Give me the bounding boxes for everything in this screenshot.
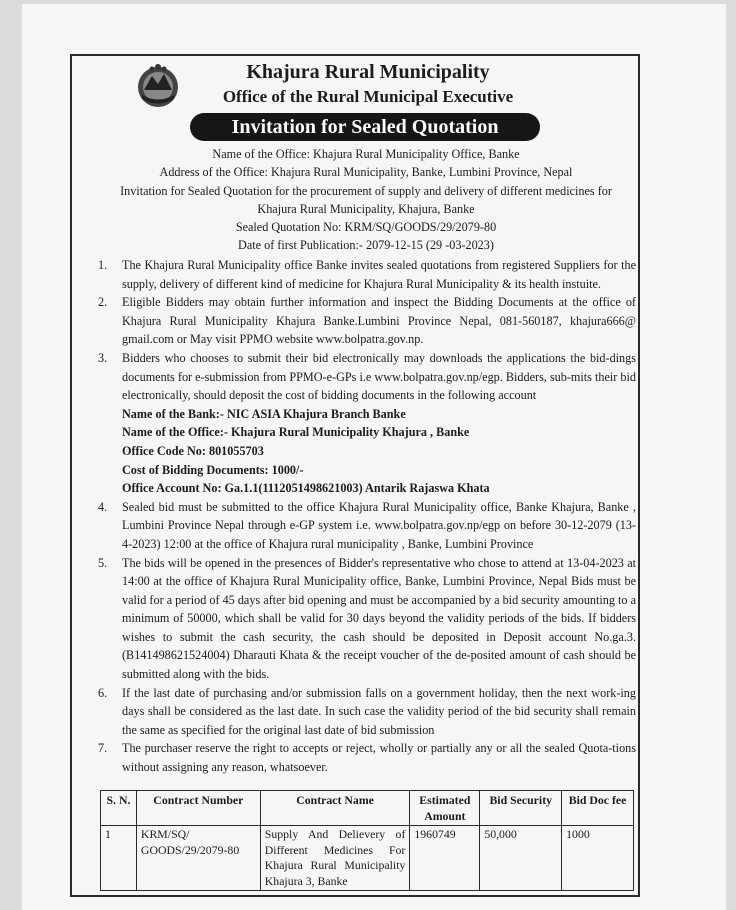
cell-contract-name: Supply And Delievery of Different Medicines For Khajura Rural Municipality Khajura 3, Banke — [260, 826, 410, 891]
office-address-line: Address of the Office: Khajura Rural Municipality, Banke, Lumbini Province, Nepal — [159, 165, 573, 180]
item-text: If the last date of purchasing and/or submission falls on a government holiday, then the next work-ing days shall be considered as the last date. In such case the validity period of the bid security shall remain the same as specified for the original last date of bid submission — [122, 685, 636, 737]
list-item — [96, 554, 636, 684]
item-text: The Khajura Rural Municipality office Banke invites sealed quotations from registered Suppliers for the supply, delivery of different kind of medicine for Khajura Rural Municipality & its health instuite. — [122, 258, 636, 291]
item-number: 4. — [98, 499, 108, 514]
column-header-estimated-amount: Estimated Amount — [410, 791, 480, 826]
column-header-bid-doc-fee: Bid Doc fee — [562, 791, 634, 826]
office-name-line: Name of the Office: Khajura Rural Municipality Office, Banke — [212, 147, 520, 161]
table-row — [101, 826, 634, 891]
notice-banner: Invitation for Sealed Quotation — [190, 113, 540, 141]
office-account: Office Account No: Ga.1.1(1112051498621003) Antarik Rajaswa Khata — [122, 481, 490, 496]
column-header-bid-security: Bid Security — [480, 791, 562, 826]
cell-bid-doc-fee: 1000 — [562, 826, 634, 891]
bank-name: Name of the Bank:- NIC ASIA Khajura Branch Banke — [122, 406, 406, 421]
contract-table — [100, 790, 634, 891]
cell-estimated-amount: 1960749 — [410, 826, 480, 891]
bank-details — [122, 405, 636, 498]
cell-contract-number: KRM/SQ/ GOODS/29/2079-80 — [136, 826, 260, 891]
item-text: Eligible Bidders may obtain further information and inspect the Bidding Documents at the office of Khajura Rural Municipality Khajura Banke.Lumbini Province Nepal, 081-560187, khajura666@ gmail.com or May visit PPMO website www.bolpatra.gov.np. — [122, 295, 636, 347]
item-text: Bidders who chooses to submit their bid electronically may downloads the applications the bid-dings documents for e-submission from PPMO-e-GPs i.e www.bolpatra.gov.np/egp. Bidders, sub-mits their bid electronically, should deposit the cost of bidding documents in the following account — [122, 350, 636, 403]
item-text: The bids will be opened in the presences of Bidder's representative who chose to attend at 13-04-2023 at 14:00 at the office of Khajura Rural Municipality office, Banke, Lumbini Province, Nepal Bids must be valid for a period of 45 days after bid opening and must be accompanied by a bid security amounting to a minimum of 50000, which shall be valid for 30 days beyond the validity periods of the bids. If bidders wishes to submit the cash security, the cash should be deposited in Deposit account No.ga.3.(B141498621524004) Dharauti Khata & the receipt voucher of the de-posited amount of cash should be submitted along with the bids. — [122, 555, 636, 682]
list-item — [96, 293, 636, 349]
column-header-contract-number: Contract Number — [136, 791, 260, 826]
item-number: 3. — [98, 350, 108, 365]
quotation-number-line: Sealed Quotation No: KRM/SQ/GOODS/29/2079-80 — [235, 220, 497, 235]
invitation-line: Invitation for Sealed Quotation for the procurement of supply and delivery of different medicines for — [120, 183, 612, 198]
item-number: 5. — [98, 555, 108, 570]
cell-sn: 1 — [101, 826, 137, 891]
notice-items — [96, 256, 636, 777]
item-text: Sealed bid must be submitted to the office Khajura Rural Municipality office, Banke Khajura, Banke , Lumbini Province Nepal through e-GP system i.e. www.bolpatra.gov.np/egp on before 30-12-2079 (13-4-2023) 12:00 at the office of Khajura rural municipality , Banke, Lumbini Province — [122, 499, 636, 551]
publication-date-line: Date of first Publication:- 2079-12-15 (29 -03-2023) — [238, 238, 494, 253]
office-subtitle: Office of the Rural Municipal Executive — [222, 87, 514, 106]
invitation-line-cont: Khajura Rural Municipality, Khajura, Banke — [257, 201, 475, 216]
list-item — [96, 498, 636, 554]
office-code: Office Code No: 801055703 — [122, 443, 264, 458]
table-header-row — [101, 791, 634, 826]
item-text: The purchaser reserve the right to accepts or reject, wholly or partially any or all the sealed Quota-tions without assigning any reason, whatsoever. — [122, 741, 636, 775]
column-header-sn: S. N. — [101, 791, 137, 826]
column-header-contract-name: Contract Name — [260, 791, 410, 826]
office-info-block — [96, 145, 636, 255]
bidding-doc-cost: Cost of Bidding Documents: 1000/- — [122, 462, 304, 477]
item-number: 7. — [98, 741, 108, 756]
list-item — [96, 349, 636, 405]
item-number: 1. — [98, 258, 108, 272]
list-item — [96, 256, 636, 293]
list-item — [96, 739, 636, 776]
municipality-title: Khajura Rural Municipality — [246, 61, 490, 83]
item-number: 6. — [98, 685, 108, 700]
list-item — [96, 684, 636, 740]
cell-bid-security: 50,000 — [480, 826, 562, 891]
bank-office-name: Name of the Office:- Khajura Rural Municipality Khajura , Banke — [122, 425, 470, 440]
item-number: 2. — [98, 295, 108, 310]
